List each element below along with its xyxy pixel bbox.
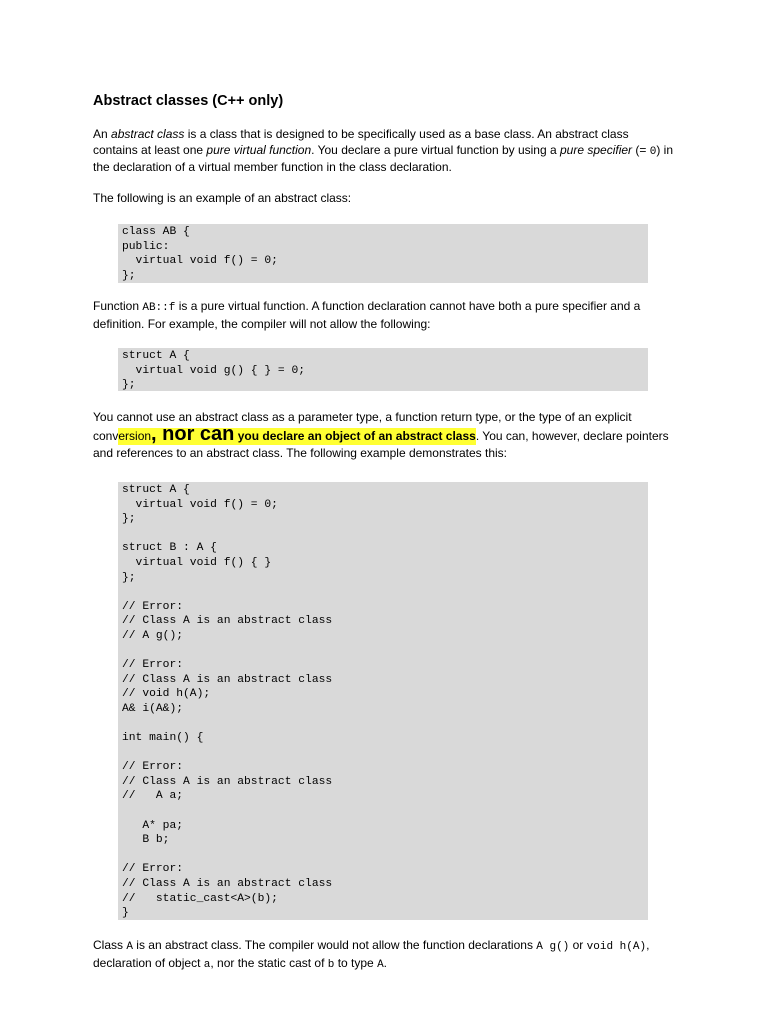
paragraph-text: You cannot use an abstract class as a parameter type, a function return type, or the type of an explicit conv xyxy=(93,410,632,443)
paragraph-text: . xyxy=(383,955,388,970)
paragraph-text: , declaration of object xyxy=(93,938,650,970)
restrictions-paragraph xyxy=(93,409,673,462)
inline-code: void h(A) xyxy=(586,941,647,953)
inline-code: b xyxy=(327,958,335,971)
intro-text: ) in the declaration of a virtual member function in the class declaration. xyxy=(93,142,673,174)
paragraph-text: is an abstract class. The compiler would not allow the function declarations xyxy=(132,938,537,952)
code-block-abstract-class: class AB { public: virtual void f() = 0; }; xyxy=(118,224,648,283)
paragraph-text: or xyxy=(569,938,587,952)
term-pure-specifier: pure specifier xyxy=(560,142,633,157)
intro-text: is a class that is designed to be specifically used as a base class. An abstract class contains at least one xyxy=(93,127,629,157)
intro-text: (= xyxy=(632,142,650,157)
intro-text: An xyxy=(93,127,112,141)
term-abstract-class: abstract class xyxy=(111,127,185,141)
example-intro: The following is an example of an abstract class: xyxy=(93,191,352,205)
intro-paragraph xyxy=(93,127,673,176)
paragraph-text: is a pure virtual function. A function declaration cannot have both a pure specifier and a definition. For example, the compiler will not allow the following: xyxy=(93,299,641,331)
code-block-invalid-declaration: struct A { virtual void g() { } = 0; }; xyxy=(118,348,648,391)
inline-code: A g() xyxy=(536,941,570,953)
paragraph-text: to type xyxy=(334,955,378,970)
paragraph-text: . You can, however, declare pointers and references to an abstract class. The following example demonstrates this: xyxy=(93,429,669,460)
inline-code: AB::f xyxy=(142,302,176,314)
highlight-part: ersion xyxy=(118,429,152,443)
page-title: Abstract classes (C++ only) xyxy=(93,93,284,109)
inline-code: a xyxy=(203,958,211,971)
intro-text: . You declare a pure virtual function by using a xyxy=(311,142,560,157)
conclusion-paragraph xyxy=(93,938,673,973)
highlight-large-text: , nor can xyxy=(151,423,235,445)
paragraph-text: Function xyxy=(93,299,143,313)
inline-code: 0 xyxy=(649,145,657,158)
paragraph-text: , nor the static cast of xyxy=(210,955,328,970)
pure-virtual-paragraph xyxy=(93,299,673,332)
inline-code: A xyxy=(377,958,384,971)
highlight-bold-text: you declare an object of an abstract class xyxy=(234,429,476,443)
highlighted-text xyxy=(118,423,476,445)
inline-code: A xyxy=(126,941,133,953)
term-pure-virtual-function: pure virtual function xyxy=(206,142,312,157)
code-block-example: struct A { virtual void f() = 0; }; struct B : A { virtual void f() { } }; // Error: // Class A is an abstract class // A g(); // Error: // Class A is an abstract class // void h(A); A& i(A&); int main() { // Error: // Class A is an abstract class // A a; A* pa; B b; // Error: // Class A is an abstract class // static_cast<A>(b); } xyxy=(118,482,648,920)
paragraph-text: Class xyxy=(93,938,127,952)
